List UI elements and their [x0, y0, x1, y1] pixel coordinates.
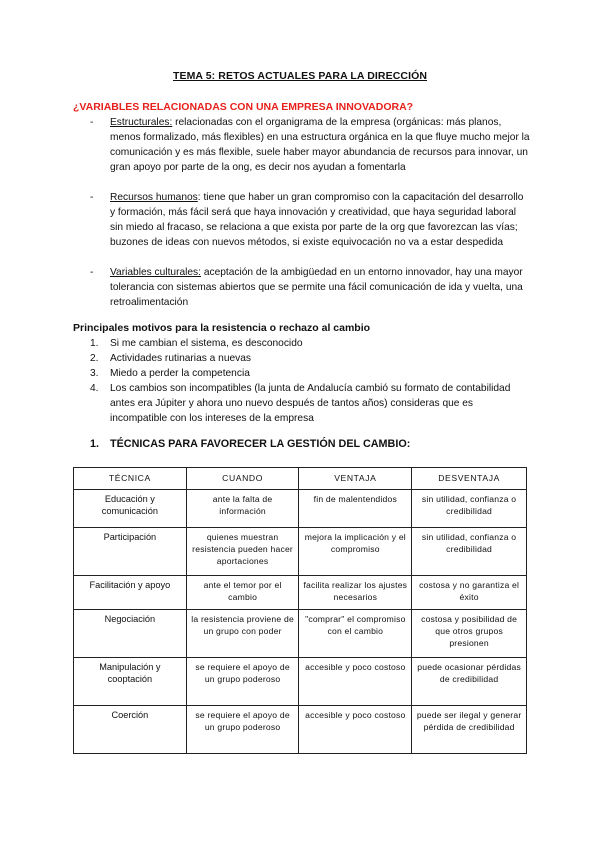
cell-ventaja: accesible y poco costoso	[299, 658, 412, 706]
list-item	[90, 351, 530, 366]
variables-heading: ¿VARIABLES RELACIONADAS CON UNA EMPRESA INNOVADORA?	[73, 101, 414, 113]
table-row	[74, 528, 527, 576]
cell-ventaja: "comprar" el compromiso con el cambio	[299, 610, 412, 658]
header-cuando: CUANDO	[186, 468, 299, 490]
section-title: TÉCNICAS PARA FAVORECER LA GESTIÓN DEL CAMBIO:	[110, 438, 411, 450]
cell-ventaja: mejora la implicación y el compromiso	[299, 528, 412, 576]
cell-cuando: la resistencia proviene de un grupo con poder	[186, 610, 299, 658]
cell-ventaja: fin de malentendidos	[299, 490, 412, 528]
motivos-heading: Principales motivos para la resistencia o rechazo al cambio	[73, 322, 371, 334]
variable-text: relacionadas con el organigrama de la empresa (orgánicas: más planos, menos formalizado, más flexibles) en una estructura orgánica en la que fluye mucho mejor la comunicación y es más flexible, suele haber mayor abundancia de recursos para innovar, un gran apoyo por parte de la ong, es decir nos ayudan a fomentarla	[110, 117, 530, 173]
cell-desventaja: puede ocasionar pérdidas de credibilidad	[412, 658, 527, 706]
table-row	[74, 610, 527, 658]
cell-ventaja: accesible y poco costoso	[299, 706, 412, 754]
section-number: 1.	[90, 438, 100, 450]
list-item	[90, 265, 530, 310]
cell-tecnica: Educación y comunicación	[74, 490, 187, 528]
cell-desventaja: costosa y posibilidad de que otros grupos presionen	[412, 610, 527, 658]
variable-text: : tiene que haber un gran compromiso con la capacitación del desarrollo y formación, más fácil será que haya innovación y creatividad, que haya seguridad laboral sin miedo al fracaso, se relaciona a que exista por parte de la org que favorezcan las vías; buzones de ideas con nuevos métodos, si existe equivocación no va a estar despedida	[110, 192, 524, 248]
list-item	[90, 366, 530, 381]
cell-tecnica: Negociación	[74, 610, 187, 658]
cell-tecnica: Coerción	[74, 706, 187, 754]
table-row	[74, 576, 527, 610]
item-text: Los cambios son incompatibles (la junta de Andalucía cambió su formato de contabilidad antes era Júpiter y ahora uno nuevo después de tantos años) consideras que es incompatible con los intereses de la empresa	[110, 383, 511, 424]
cell-cuando: ante el temor por el cambio	[186, 576, 299, 610]
item-number: 1.	[90, 338, 99, 349]
cell-ventaja: facilita realizar los ajustes necesarios	[299, 576, 412, 610]
variable-term: Estructurales:	[110, 117, 173, 128]
document-title: TEMA 5: RETOS ACTUALES PARA LA DIRECCIÓN	[172, 70, 428, 82]
bullet-dash: -	[90, 117, 94, 128]
table-row	[74, 490, 527, 528]
table-row	[74, 706, 527, 754]
cell-cuando: se requiere el apoyo de un grupo poderoso	[186, 658, 299, 706]
cell-tecnica: Participación	[74, 528, 187, 576]
item-text: Si me cambian el sistema, es desconocido	[110, 338, 303, 349]
cell-desventaja: sin utilidad, confianza o credibilidad	[412, 528, 527, 576]
table-row	[74, 658, 527, 706]
variable-term: Variables culturales:	[110, 267, 201, 278]
bullet-dash: -	[90, 267, 94, 278]
header-tecnica: TÉCNICA	[74, 468, 187, 490]
cell-tecnica: Facilitación y apoyo	[74, 576, 187, 610]
cell-cuando: se requiere el apoyo de un grupo poderoso	[186, 706, 299, 754]
item-text: Actividades rutinarias a nuevas	[110, 353, 252, 364]
cell-desventaja: costosa y no garantiza el éxito	[412, 576, 527, 610]
variable-text: aceptación de la ambigüedad en un entorno innovador, hay una mayor tolerancia con sistemas abiertos que se permite una fácil comunicación de ida y vuelta, una retroalimentación	[110, 267, 523, 308]
item-number: 3.	[90, 368, 99, 379]
table-header-row	[74, 468, 527, 490]
cell-cuando: ante la falta de información	[186, 490, 299, 528]
bullet-dash: -	[90, 192, 94, 203]
list-item	[90, 190, 530, 265]
header-ventaja: VENTAJA	[299, 468, 412, 490]
list-item	[90, 115, 530, 190]
variable-term: Recursos humanos	[110, 192, 198, 203]
techniques-table	[73, 467, 527, 754]
motivos-list	[90, 336, 530, 426]
item-number: 4.	[90, 383, 99, 394]
list-item	[90, 336, 530, 351]
header-desventaja: DESVENTAJA	[412, 468, 527, 490]
cell-cuando: quienes muestran resistencia pueden hacer aportaciones	[186, 528, 299, 576]
item-number: 2.	[90, 353, 99, 364]
cell-desventaja: sin utilidad, confianza o credibilidad	[412, 490, 527, 528]
list-item	[90, 381, 530, 426]
cell-tecnica: Manipulación y cooptación	[74, 658, 187, 706]
section-heading	[90, 438, 410, 450]
variables-list	[90, 115, 530, 310]
item-text: Miedo a perder la competencia	[110, 368, 250, 379]
cell-desventaja: puede ser ilegal y generar pérdida de credibilidad	[412, 706, 527, 754]
